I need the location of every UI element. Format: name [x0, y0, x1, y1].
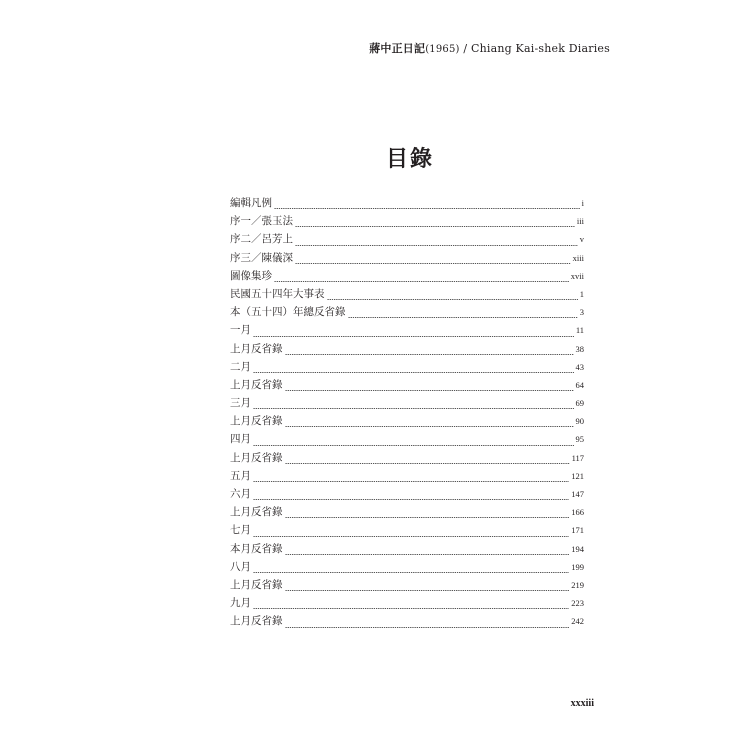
header-title-en: Chiang Kai-shek Diaries: [470, 42, 610, 55]
toc-entry: [230, 322, 584, 340]
dot-leader: [285, 554, 570, 555]
page-title: 目錄: [385, 147, 434, 172]
toc-entry: [230, 304, 584, 322]
toc-entry-title: 序三／陳儀深: [230, 251, 293, 264]
toc-entry-page: iii: [576, 216, 584, 227]
toc-entry: [230, 286, 584, 304]
toc-entry-title: 上月反省錄: [230, 506, 283, 519]
dot-leader: [285, 627, 570, 628]
toc-entry-page: 1: [579, 288, 584, 299]
toc-entry: [230, 213, 584, 231]
dot-leader: [253, 408, 574, 409]
toc-entry-title: 九月: [230, 597, 251, 610]
toc-entry: [230, 431, 584, 449]
dot-leader: [295, 245, 578, 246]
toc-entry-page: 121: [571, 470, 584, 481]
toc-entry: [230, 413, 584, 431]
toc-entry-title: 五月: [230, 469, 251, 482]
dot-leader: [295, 263, 571, 264]
toc-entry-title: 上月反省錄: [230, 451, 283, 464]
toc-entry-page: 147: [571, 489, 584, 499]
dot-leader: [295, 226, 575, 227]
dot-leader: [253, 336, 574, 337]
toc-entry: [230, 522, 584, 540]
toc-entry: [230, 559, 584, 577]
toc-entry-title: 上月反省錄: [230, 342, 283, 355]
toc-entry-page: 95: [575, 434, 584, 445]
toc-entry: [230, 377, 584, 395]
toc-entry: [230, 541, 584, 559]
toc-entry-title: 六月: [230, 488, 251, 500]
toc-entry-page: i: [581, 198, 584, 208]
toc-entry-page: 166: [571, 507, 584, 518]
toc-entry-title: 上月反省錄: [230, 615, 283, 628]
toc-entry-title: 本月反省錄: [230, 542, 283, 555]
toc-entry-title: 本（五十四）年總反省錄: [230, 306, 346, 319]
toc-entry-page: 117: [571, 452, 584, 463]
toc-entry: [230, 395, 584, 413]
toc-entry-title: 編輯凡例: [230, 197, 272, 209]
toc-entry: [230, 250, 584, 268]
dot-leader: [285, 426, 574, 427]
toc-entry-page: 38: [575, 343, 584, 354]
toc-entry-title: 三月: [230, 397, 251, 410]
toc-entry: [230, 195, 584, 213]
toc-entry-title: 序二／呂芳上: [230, 233, 293, 246]
toc-entry-page: 242: [571, 616, 584, 627]
toc-entry-title: 民國五十四年大事表: [230, 287, 325, 300]
dot-leader: [253, 481, 569, 482]
dot-leader: [327, 299, 578, 300]
header-title-cn: 蔣中正日記: [369, 42, 426, 55]
toc-entry-title: 序一／張玉法: [230, 215, 293, 228]
toc-entry-page: 223: [571, 598, 584, 609]
dot-leader: [285, 390, 574, 391]
toc-entry-page: v: [579, 234, 584, 245]
toc-entry-page: 64: [575, 379, 584, 390]
toc-entry-page: xiii: [572, 252, 584, 263]
toc-entry: [230, 468, 584, 486]
toc-entry: [230, 577, 584, 595]
table-of-contents: [230, 195, 584, 632]
dot-leader: [285, 517, 570, 518]
toc-entry-page: 194: [571, 543, 584, 554]
toc-entry-page: xvii: [570, 270, 584, 281]
dot-leader: [285, 463, 570, 464]
dot-leader: [274, 208, 580, 209]
dot-leader: [253, 499, 569, 500]
running-header: [369, 40, 610, 56]
toc-entry-title: 二月: [230, 360, 251, 373]
toc-entry: [230, 268, 584, 286]
header-year: (1965): [425, 44, 460, 55]
toc-entry: [230, 595, 584, 613]
toc-entry-title: 八月: [230, 560, 251, 573]
toc-entry-title: 上月反省錄: [230, 415, 283, 428]
toc-entry-title: 上月反省錄: [230, 378, 283, 391]
toc-entry-page: 90: [575, 416, 584, 427]
toc-entry-page: 69: [575, 398, 584, 409]
toc-entry: [230, 359, 584, 377]
toc-entry: [230, 231, 584, 249]
dot-leader: [253, 445, 574, 446]
toc-entry: [230, 450, 584, 468]
toc-entry-title: 四月: [230, 433, 251, 446]
toc-entry-page: 3: [579, 307, 584, 318]
page-number: xxxiii: [570, 698, 594, 709]
header-separator: /: [463, 42, 468, 55]
dot-leader: [253, 608, 569, 609]
toc-entry-page: 199: [571, 561, 584, 572]
dot-leader: [285, 590, 570, 591]
toc-entry-page: 171: [571, 525, 584, 536]
toc-entry-page: 43: [575, 361, 584, 372]
toc-entry-page: 11: [575, 325, 584, 336]
toc-entry-title: 一月: [230, 324, 251, 337]
toc-entry-title: 上月反省錄: [230, 578, 283, 591]
toc-entry: [230, 486, 584, 504]
dot-leader: [274, 281, 569, 282]
toc-entry-title: 圖像集珍: [230, 269, 272, 282]
dot-leader: [285, 354, 574, 355]
dot-leader: [253, 572, 569, 573]
toc-entry: [230, 613, 584, 631]
toc-entry: [230, 504, 584, 522]
toc-entry-page: 219: [571, 579, 584, 590]
toc-entry: [230, 341, 584, 359]
dot-leader: [253, 372, 574, 373]
dot-leader: [348, 317, 578, 318]
dot-leader: [253, 536, 569, 537]
toc-entry-title: 七月: [230, 524, 251, 537]
